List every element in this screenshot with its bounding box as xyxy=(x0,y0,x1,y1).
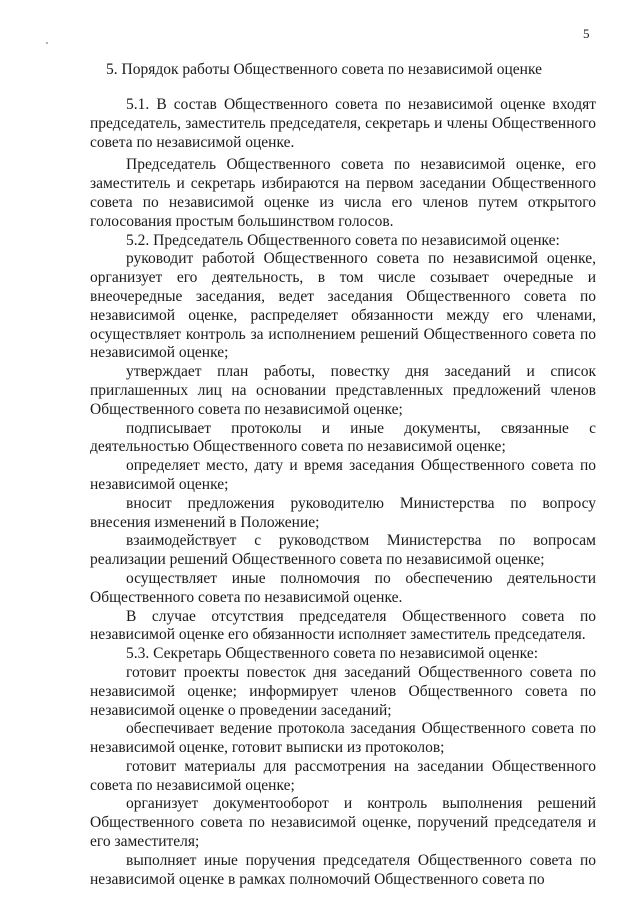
paragraph-chair-duty-2: утверждает план работы, повестку дня заседаний и список приглашенных лиц на основании представленных предложений членов Общественного совета по независимой оценке; xyxy=(90,363,596,418)
paragraph-5-2: 5.2. Председатель Общественного совета по независимой оценке: xyxy=(126,231,560,249)
paragraph-chair-absence: В случае отсутствия председателя Общественного совета по независимой оценке его обязанности исполняет заместитель председателя. xyxy=(90,607,596,644)
paragraph-5-3: 5.3. Секретарь Общественного совета по независимой оценке: xyxy=(126,645,539,663)
paragraph-chair-duty-7: осуществляет иные полномочия по обеспечению деятельности Общественного совета по независимой оценке. xyxy=(90,569,596,606)
paragraph-chair-election: Председатель Общественного совета по независимой оценке, его заместитель и секретарь избираются на первом заседании Общественного совета по независимой оценке из числа его членов путем открытого голосования простым большинством голосов. xyxy=(90,156,596,230)
paragraph-secretary-duty-1: готовит проекты повесток дня заседаний Общественного совета по независимой оценке; информирует членов Общественного совета по независимой оценке о проведении заседаний; xyxy=(90,663,596,719)
paragraph-secretary-duty-5: выполняет иные поручения председателя Общественного совета по независимой оценке в рамках полномочий Общественного совета по xyxy=(90,851,596,888)
paragraph-secretary-duty-4: организует документооборот и контроль выполнения решений Общественного совета по независимой оценке, поручений председателя и его заместителя; xyxy=(90,795,596,851)
paragraph-chair-duty-4: определяет место, дату и время заседания Общественного совета по независимой оценке; xyxy=(90,457,596,493)
paragraph-chair-duty-6: взаимодействует с руководством Министерства по вопросам реализации решений Общественного совета по независимой оценке; xyxy=(90,532,596,569)
scan-speck xyxy=(46,42,48,44)
paragraph-5-1: 5.1. В состав Общественного совета по независимой оценке входят председатель, заместитель председателя, секретарь и члены Общественного совета по независимой оценке. xyxy=(90,96,596,151)
paragraph-chair-duty-3: подписывает протоколы и иные документы, связанные с деятельностью Общественного совета по независимой оценке; xyxy=(90,419,596,456)
paragraph-secretary-duty-2: обеспечивает ведение протокола заседания Общественного совета по независимой оценке, готовит выписки из протоколов; xyxy=(90,720,596,757)
paragraph-chair-duty-5: вносит предложения руководителю Министерства по вопросу внесения изменений в Положение; xyxy=(90,494,596,531)
document-body xyxy=(90,96,596,889)
paragraph-secretary-duty-3: готовит материалы для рассмотрения на заседании Общественного совета по независимой оценке; xyxy=(90,757,596,794)
page-number: 5 xyxy=(583,26,590,41)
section-heading: 5. Порядок работы Общественного совета по независимой оценке xyxy=(106,61,542,78)
paragraph-chair-duty-1: руководит работой Общественного совета по независимой оценке, организует его деятельность, в том числе созывает очередные и внеочередные заседания, ведет заседания Общественного совета по независимой оценке, распределяет обязанности между его членами, осуществляет контроль за исполнением решений Общественного совета по независимой оценке; xyxy=(90,250,596,362)
